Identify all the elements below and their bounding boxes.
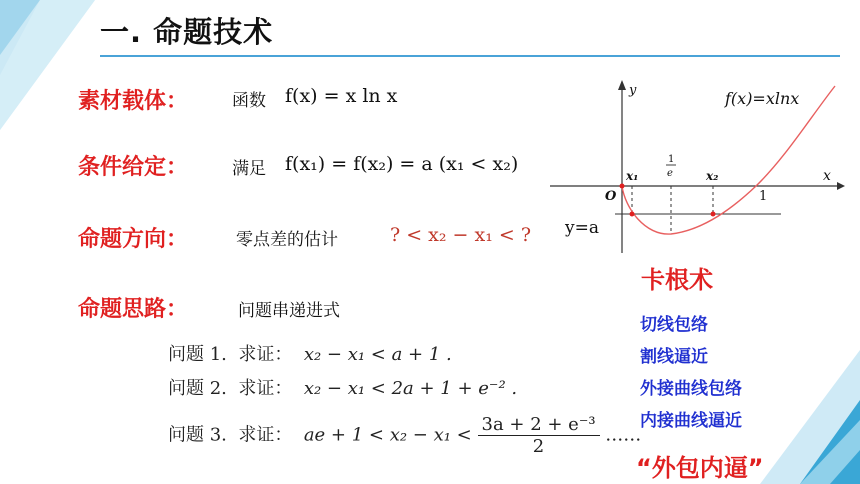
side-item-4: 内接曲线逼近	[640, 411, 742, 431]
one-label: 1	[759, 189, 768, 204]
idea-text: 问题串递进式	[238, 301, 340, 321]
x2-label: x₂	[706, 169, 719, 183]
side-item-2: 割线逼近	[640, 347, 708, 367]
problem-3	[168, 414, 641, 457]
condition-label: 条件给定：	[78, 155, 189, 180]
material-label: 素材载体：	[78, 89, 189, 114]
problem-2-name: 问题 2.	[168, 378, 227, 399]
problem-2-expr: x₂ − x₁ < 2a + 1 + e⁻² .	[303, 378, 518, 399]
origin-label: O	[605, 189, 617, 204]
inv-e-num: 1	[668, 154, 675, 165]
function-graph	[545, 78, 845, 253]
problem-3-fraction	[478, 414, 600, 457]
problem-2-verb: 求证：	[238, 378, 293, 399]
func-label: f(x)=xlnx	[725, 89, 800, 108]
side-heading: 卡根术	[641, 266, 713, 294]
material-prefix: 函数	[232, 91, 266, 111]
condition-prefix: 满足	[232, 159, 266, 179]
idea-label: 命题思路：	[78, 297, 189, 322]
fraction-numerator: 3a + 2 + e⁻³	[478, 414, 600, 436]
problem-1-verb: 求证：	[238, 344, 293, 365]
side-item-1: 切线包络	[640, 315, 708, 335]
problem-1-name: 问题 1.	[168, 344, 227, 365]
problem-3-verb: 求证：	[238, 424, 293, 446]
material-formula: f(x) = x ln x	[285, 85, 398, 107]
problem-2	[168, 374, 517, 400]
direction-label: 命题方向：	[78, 227, 189, 252]
line-label: y=a	[565, 218, 599, 238]
fraction-denominator: 2	[532, 436, 545, 457]
direction-prefix: 零点差的估计	[236, 230, 338, 250]
problem-3-expr: ae + 1 < x₂ − x₁ <	[303, 424, 472, 446]
condition-formula: f(x₁) = f(x₂) = a (x₁ < x₂)	[285, 153, 519, 175]
x-axis-label: x	[823, 168, 831, 184]
page-title: 一. 命题技术	[100, 15, 274, 49]
inv-e-den: e	[667, 168, 673, 179]
problem-1	[168, 340, 452, 366]
problem-3-name: 问题 3.	[168, 424, 227, 446]
y-axis-label: y	[629, 83, 637, 98]
direction-formula: ? < x₂ − x₁ < ?	[390, 224, 532, 246]
x1-label: x₁	[626, 169, 639, 183]
side-item-3: 外接曲线包络	[640, 379, 742, 399]
problem-1-expr: x₂ − x₁ < a + 1 .	[303, 344, 452, 365]
problem-3-tail: ……	[605, 424, 642, 446]
title-underline	[100, 55, 840, 57]
side-footer: “外包内逼”	[636, 454, 764, 482]
